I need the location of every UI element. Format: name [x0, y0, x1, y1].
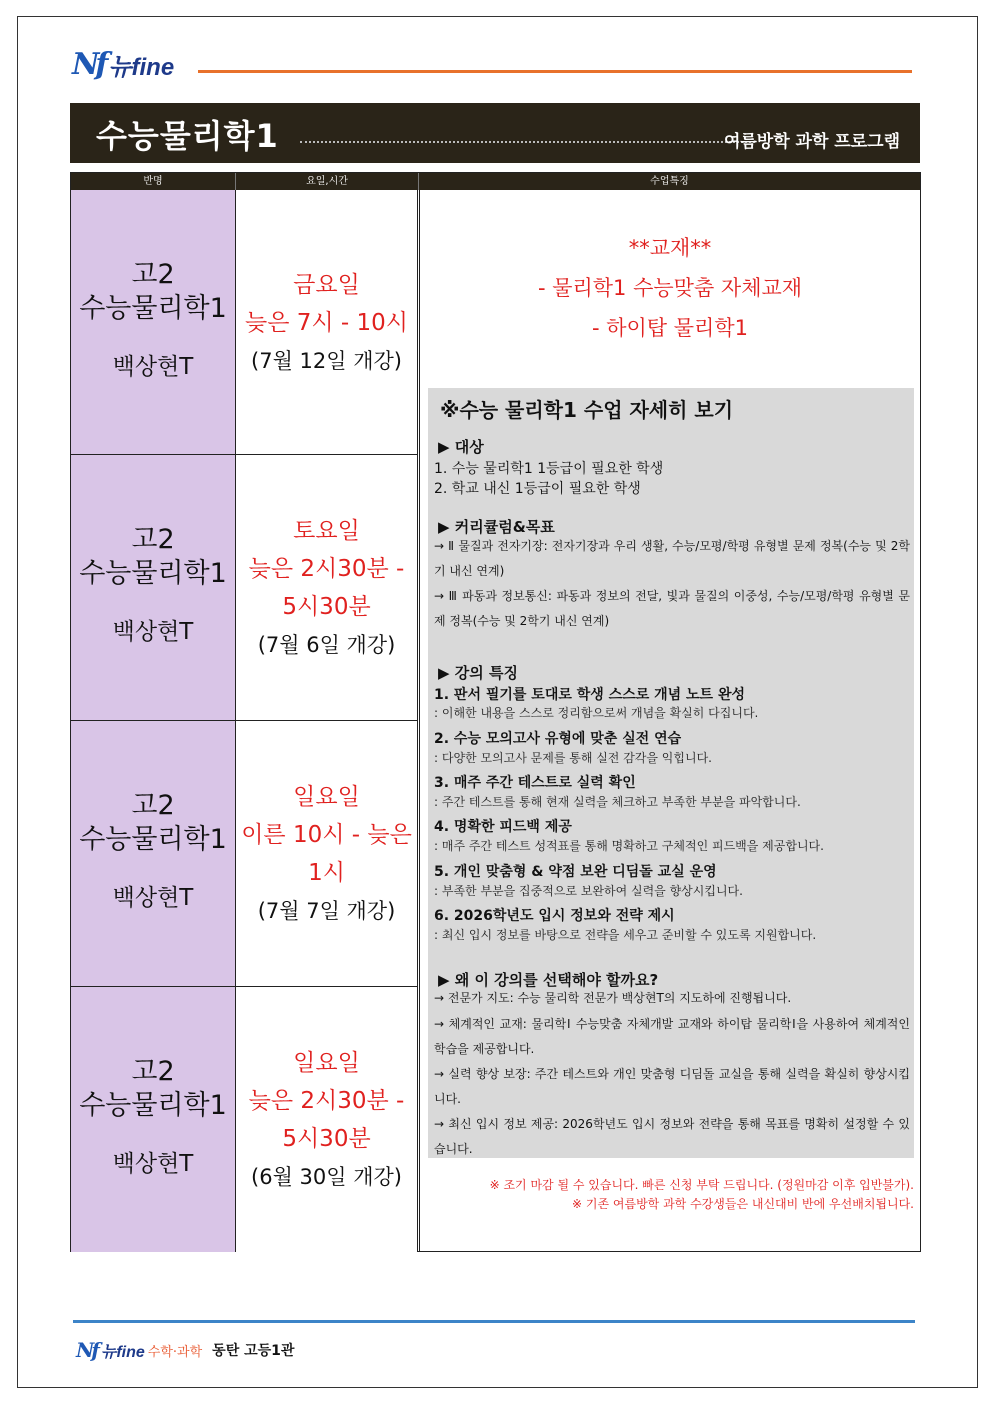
class-grade: 고2 — [131, 524, 175, 555]
class-teacher: 백상현T — [112, 619, 194, 645]
feature-desc: : 주간 테스트를 통해 현재 실력을 체크하고 부족한 부분을 파악합니다. — [434, 795, 801, 809]
class-hours: 이른 10시 - 늦은 — [241, 822, 412, 848]
class-hours: 늦은 7시 - 10시 — [244, 310, 408, 336]
brand-mark — [76, 1338, 97, 1362]
textbook-section — [420, 228, 920, 348]
class-hours: 5시30분 — [282, 594, 371, 620]
feature-title: 3. 매주 주간 테스트로 실력 확인 — [434, 775, 636, 791]
features-heading: ▶ 강의 특징 — [438, 664, 518, 682]
why-heading: ▶ 왜 이 강의를 선택해야 할까요? — [438, 971, 659, 989]
curriculum-item: → Ⅲ 파동과 정보통신: 파동과 정보의 전달, 빛과 물질의 이중성, 수능/모평/학평 유형별 문제 정복(수능 및 2학기 내신 연계) — [434, 589, 910, 628]
class-cell — [71, 190, 235, 455]
header-logo — [72, 46, 174, 82]
feature-desc: : 이해한 내용을 스스로 정리함으로써 개념을 확실히 다집니다. — [434, 706, 759, 720]
feature-desc: : 다양한 모의고사 문제를 통해 실전 감각을 익힙니다. — [434, 751, 712, 765]
class-grade: 고2 — [131, 1056, 175, 1087]
feature-title: 1. 판서 필기를 토대로 학생 스스로 개념 노트 완성 — [434, 687, 746, 703]
class-hours: 늦은 2시30분 - — [248, 1088, 405, 1114]
textbook-item: - 하이탑 물리학1 — [591, 316, 748, 340]
brand-mark — [72, 47, 104, 82]
class-teacher: 백상현T — [112, 354, 194, 380]
time-cell — [235, 721, 418, 987]
class-name: 수능물리학1 — [79, 558, 227, 589]
brand-tagline: 수학·과학 — [147, 1344, 203, 1360]
class-hours: 5시30분 — [282, 1126, 371, 1152]
class-cell — [71, 455, 235, 721]
class-open-date: (6월 30일 개강) — [251, 1165, 402, 1189]
col-header-time: 요일,시간 — [306, 176, 348, 187]
class-open-date: (7월 7일 개강) — [257, 899, 396, 923]
details-title: ※수능 물리학1 수업 자세히 보기 — [440, 398, 734, 422]
why-item: → 최신 입시 정보 제공: 2026학년도 입시 정보와 전략을 통해 목표를 명확히 설정할 수 있습니다. — [434, 1117, 910, 1156]
curriculum-item: → Ⅱ 물질과 전자기장: 전자기장과 우리 생활, 수능/모평/학평 유형별 문제 정복(수능 및 2학기 내신 연계) — [434, 539, 910, 578]
class-cell — [71, 721, 235, 987]
col-header-features: 수업특징 — [650, 176, 689, 187]
feature-desc: : 부족한 부분을 집중적으로 보완하여 실력을 향상시킵니다. — [434, 884, 743, 898]
col-header-class: 반명 — [143, 176, 163, 187]
branch-location: 동탄 고등1관 — [212, 1343, 295, 1359]
class-name: 수능물리학1 — [79, 293, 227, 324]
class-cell — [71, 987, 235, 1252]
time-cell — [235, 190, 418, 455]
class-teacher: 백상현T — [112, 1151, 194, 1177]
curriculum-heading: ▶ 커리큘럼&목표 — [438, 518, 555, 536]
class-open-date: (7월 6일 개강) — [257, 633, 396, 657]
brand-name: 뉴fine — [100, 1343, 145, 1361]
why-item: → 실력 향상 보장: 주간 테스트와 개인 맞춤형 디딤돌 교실을 통해 실력을 확실히 향상시킵니다. — [434, 1067, 910, 1106]
feature-title: 2. 수능 모의고사 유형에 맞춘 실전 연습 — [434, 731, 682, 747]
target-item: 2. 학교 내신 1등급이 필요한 학생 — [434, 481, 641, 497]
class-name: 수능물리학1 — [79, 1090, 227, 1121]
feature-desc: : 매주 주간 테스트 성적표를 통해 명확하고 구체적인 피드백을 제공합니다. — [434, 839, 824, 853]
class-grade: 고2 — [131, 259, 175, 290]
class-hours: 늦은 2시30분 - — [248, 556, 405, 582]
brand-mark-text: Nf — [72, 46, 105, 82]
why-item: → 전문가 지도: 수능 물리학 전문가 백상현T의 지도하에 진행됩니다. — [434, 991, 792, 1005]
class-day: 토요일 — [293, 518, 360, 544]
features-cell — [419, 190, 920, 1251]
title-bar — [70, 103, 920, 163]
footer-divider — [73, 1320, 915, 1323]
class-day: 일요일 — [293, 784, 360, 810]
class-hours: 1시 — [308, 860, 345, 886]
class-grade: 고2 — [131, 790, 175, 821]
time-cell — [235, 455, 418, 721]
class-teacher: 백상현T — [112, 885, 194, 911]
brand-name: 뉴fine — [108, 53, 175, 81]
why-item: → 체계적인 교재: 물리학Ⅰ 수능맞춤 자체개발 교재와 하이탑 물리학Ⅰ을 사용하여 체계적인 학습을 제공합니다. — [434, 1017, 910, 1056]
class-open-date: (7월 12일 개강) — [251, 349, 402, 373]
header-divider — [198, 70, 912, 73]
page-subtitle: 여름방학 과학 프로그램 — [723, 132, 900, 152]
feature-desc: : 최신 입시 정보를 바탕으로 전략을 세우고 준비할 수 있도록 지원합니다. — [434, 928, 817, 942]
table-header — [71, 173, 920, 190]
class-name: 수능물리학1 — [79, 824, 227, 855]
brand-mark-text: Nf — [76, 1338, 97, 1362]
notice-text: ※ 조기 마감 될 수 있습니다. 빠른 신청 부탁 드립니다. (정원마감 이후 입반불가). — [489, 1178, 914, 1192]
class-day: 금요일 — [293, 272, 360, 298]
schedule-table — [70, 172, 921, 1252]
footer-logo — [76, 1338, 294, 1362]
feature-title: 5. 개인 맞춤형 & 약점 보완 디딤돌 교실 운영 — [434, 864, 717, 880]
details-box — [428, 388, 914, 1158]
time-cell — [235, 987, 418, 1252]
textbook-heading: **교재** — [628, 236, 712, 260]
target-item: 1. 수능 물리학1 1등급이 필요한 학생 — [434, 461, 664, 477]
feature-title: 4. 명확한 피드백 제공 — [434, 819, 572, 835]
title-dotted-line — [300, 141, 755, 143]
class-day: 일요일 — [293, 1050, 360, 1076]
page-title: 수능물리학1 — [96, 117, 279, 155]
feature-title: 6. 2026학년도 입시 정보와 전략 제시 — [434, 908, 675, 924]
textbook-item: - 물리학1 수능맞춤 자체교재 — [537, 276, 803, 300]
target-heading: ▶ 대상 — [438, 438, 484, 456]
notice-text: ※ 기존 여름방학 과학 수강생들은 내신대비 반에 우선배치됩니다. — [572, 1197, 914, 1211]
